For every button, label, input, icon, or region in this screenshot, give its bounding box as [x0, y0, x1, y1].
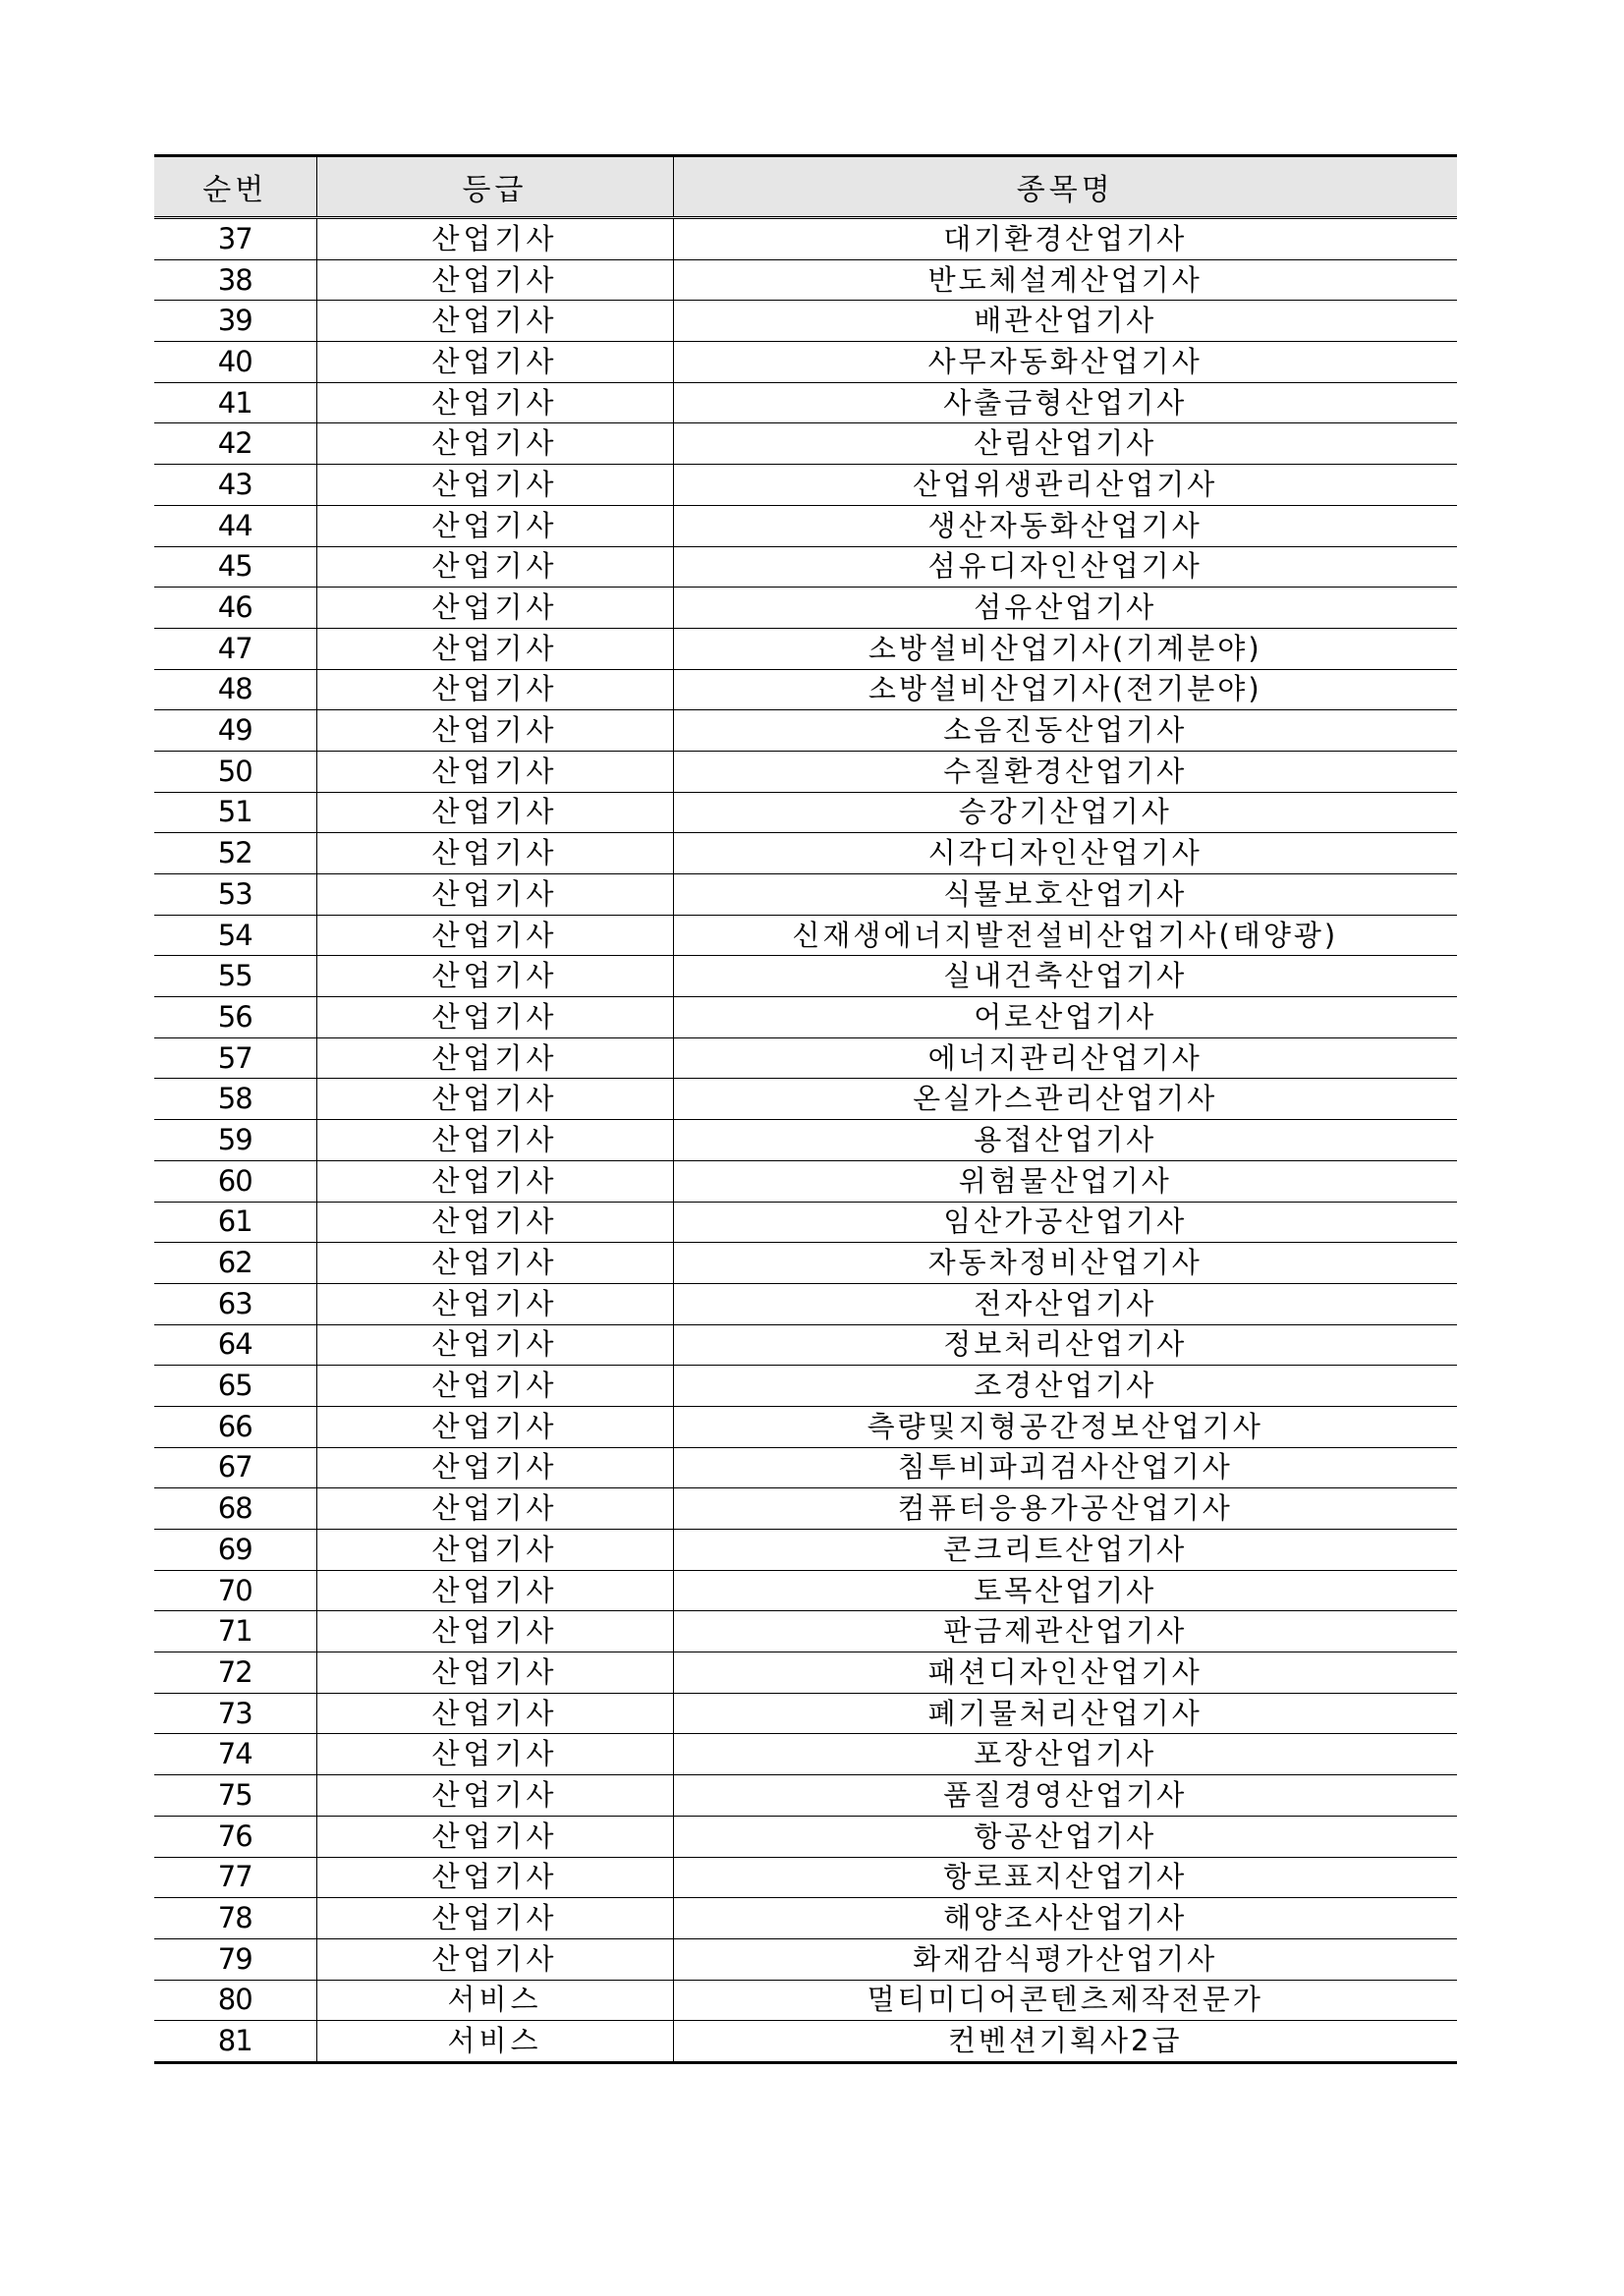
- row-item-name: 실내건축산업기사: [673, 956, 1457, 997]
- table-row: [154, 1366, 1457, 1407]
- table-row: [154, 1693, 1457, 1734]
- row-item-name: 해양조사산업기사: [673, 1898, 1457, 1939]
- row-item-name: 산업위생관리산업기사: [673, 465, 1457, 506]
- row-grade: 산업기사: [316, 1243, 673, 1284]
- row-grade: 산업기사: [316, 792, 673, 833]
- row-number: 59: [154, 1120, 316, 1161]
- row-grade: 산업기사: [316, 1775, 673, 1817]
- row-number: 75: [154, 1775, 316, 1817]
- row-number: 73: [154, 1693, 316, 1734]
- row-grade: 산업기사: [316, 218, 673, 260]
- row-number: 76: [154, 1816, 316, 1857]
- row-item-name: 소음진동산업기사: [673, 710, 1457, 752]
- table-row: [154, 382, 1457, 423]
- table-row: [154, 997, 1457, 1038]
- row-grade: 산업기사: [316, 1938, 673, 1980]
- row-number: 38: [154, 259, 316, 301]
- row-grade: 산업기사: [316, 1202, 673, 1243]
- table-row: [154, 751, 1457, 792]
- header-item-name: 종목명: [673, 156, 1457, 218]
- row-item-name: 토목산업기사: [673, 1570, 1457, 1611]
- row-item-name: 시각디자인산업기사: [673, 833, 1457, 874]
- table-row: [154, 588, 1457, 629]
- table-row: [154, 2021, 1457, 2063]
- row-grade: 산업기사: [316, 1570, 673, 1611]
- row-number: 74: [154, 1734, 316, 1775]
- row-number: 79: [154, 1938, 316, 1980]
- row-item-name: 컨벤션기획사2급: [673, 2021, 1457, 2063]
- table-row: [154, 218, 1457, 260]
- row-number: 63: [154, 1283, 316, 1324]
- row-number: 60: [154, 1160, 316, 1202]
- table-row: [154, 342, 1457, 383]
- row-item-name: 품질경영산업기사: [673, 1775, 1457, 1817]
- header-number: 순번: [154, 156, 316, 218]
- row-grade: 산업기사: [316, 588, 673, 629]
- table-row: [154, 1160, 1457, 1202]
- row-item-name: 신재생에너지발전설비산업기사(태양광): [673, 915, 1457, 956]
- row-item-name: 산림산업기사: [673, 423, 1457, 465]
- row-grade: 산업기사: [316, 1857, 673, 1898]
- row-number: 56: [154, 997, 316, 1038]
- table-row: [154, 792, 1457, 833]
- row-number: 71: [154, 1611, 316, 1652]
- row-grade: 산업기사: [316, 423, 673, 465]
- row-item-name: 승강기산업기사: [673, 792, 1457, 833]
- row-number: 68: [154, 1488, 316, 1530]
- row-item-name: 판금제관산업기사: [673, 1611, 1457, 1652]
- row-number: 41: [154, 382, 316, 423]
- table-row: [154, 505, 1457, 546]
- row-item-name: 컴퓨터응용가공산업기사: [673, 1488, 1457, 1530]
- row-number: 51: [154, 792, 316, 833]
- row-item-name: 반도체설계산업기사: [673, 259, 1457, 301]
- row-grade: 서비스: [316, 1980, 673, 2021]
- table-row: [154, 1202, 1457, 1243]
- row-number: 66: [154, 1406, 316, 1447]
- row-item-name: 자동차정비산업기사: [673, 1243, 1457, 1284]
- row-item-name: 사출금형산업기사: [673, 382, 1457, 423]
- row-item-name: 포장산업기사: [673, 1734, 1457, 1775]
- row-item-name: 섬유산업기사: [673, 588, 1457, 629]
- row-item-name: 소방설비산업기사(기계분야): [673, 628, 1457, 669]
- table-row: [154, 710, 1457, 752]
- table-row: [154, 1079, 1457, 1120]
- table-row: [154, 1857, 1457, 1898]
- table-row: [154, 1734, 1457, 1775]
- row-grade: 산업기사: [316, 833, 673, 874]
- table-row: [154, 669, 1457, 710]
- row-number: 47: [154, 628, 316, 669]
- row-number: 77: [154, 1857, 316, 1898]
- row-grade: 산업기사: [316, 1079, 673, 1120]
- table-row: [154, 1406, 1457, 1447]
- row-item-name: 항로표지산업기사: [673, 1857, 1457, 1898]
- row-grade: 산업기사: [316, 505, 673, 546]
- table-row: [154, 1530, 1457, 1571]
- row-item-name: 측량및지형공간정보산업기사: [673, 1406, 1457, 1447]
- table-row: [154, 1570, 1457, 1611]
- row-grade: 산업기사: [316, 465, 673, 506]
- table-row: [154, 1447, 1457, 1488]
- row-item-name: 사무자동화산업기사: [673, 342, 1457, 383]
- row-number: 65: [154, 1366, 316, 1407]
- row-item-name: 임산가공산업기사: [673, 1202, 1457, 1243]
- row-number: 42: [154, 423, 316, 465]
- table-row: [154, 1120, 1457, 1161]
- table-row: [154, 1980, 1457, 2021]
- row-item-name: 용접산업기사: [673, 1120, 1457, 1161]
- table-row: [154, 546, 1457, 588]
- row-number: 55: [154, 956, 316, 997]
- row-grade: 산업기사: [316, 915, 673, 956]
- row-number: 46: [154, 588, 316, 629]
- certification-table: [154, 154, 1457, 2064]
- row-grade: 산업기사: [316, 301, 673, 342]
- row-item-name: 대기환경산업기사: [673, 218, 1457, 260]
- row-item-name: 생산자동화산업기사: [673, 505, 1457, 546]
- row-number: 50: [154, 751, 316, 792]
- row-number: 67: [154, 1447, 316, 1488]
- row-grade: 산업기사: [316, 259, 673, 301]
- row-grade: 산업기사: [316, 1406, 673, 1447]
- table-row: [154, 465, 1457, 506]
- row-number: 45: [154, 546, 316, 588]
- row-grade: 산업기사: [316, 1530, 673, 1571]
- row-number: 80: [154, 1980, 316, 2021]
- table-body: [154, 218, 1457, 2063]
- row-grade: 산업기사: [316, 1816, 673, 1857]
- row-grade: 산업기사: [316, 669, 673, 710]
- row-grade: 산업기사: [316, 1037, 673, 1079]
- row-number: 43: [154, 465, 316, 506]
- row-grade: 산업기사: [316, 997, 673, 1038]
- row-number: 52: [154, 833, 316, 874]
- row-item-name: 콘크리트산업기사: [673, 1530, 1457, 1571]
- row-item-name: 멀티미디어콘텐츠제작전문가: [673, 1980, 1457, 2021]
- row-grade: 산업기사: [316, 956, 673, 997]
- row-number: 58: [154, 1079, 316, 1120]
- header-row: [154, 156, 1457, 218]
- row-number: 62: [154, 1243, 316, 1284]
- row-item-name: 화재감식평가산업기사: [673, 1938, 1457, 1980]
- table-row: [154, 1816, 1457, 1857]
- table-row: [154, 956, 1457, 997]
- row-grade: 산업기사: [316, 628, 673, 669]
- header-grade: 등급: [316, 156, 673, 218]
- row-grade: 산업기사: [316, 1447, 673, 1488]
- table-row: [154, 423, 1457, 465]
- table-row: [154, 874, 1457, 916]
- row-item-name: 정보처리산업기사: [673, 1324, 1457, 1366]
- row-grade: 산업기사: [316, 1366, 673, 1407]
- row-item-name: 전자산업기사: [673, 1283, 1457, 1324]
- table-row: [154, 1243, 1457, 1284]
- row-grade: 산업기사: [316, 1160, 673, 1202]
- row-grade: 산업기사: [316, 382, 673, 423]
- table-row: [154, 1611, 1457, 1652]
- row-item-name: 위험물산업기사: [673, 1160, 1457, 1202]
- row-item-name: 어로산업기사: [673, 997, 1457, 1038]
- row-grade: 산업기사: [316, 751, 673, 792]
- row-number: 40: [154, 342, 316, 383]
- table-row: [154, 1283, 1457, 1324]
- table-row: [154, 1898, 1457, 1939]
- row-item-name: 섬유디자인산업기사: [673, 546, 1457, 588]
- row-grade: 서비스: [316, 2021, 673, 2063]
- row-number: 49: [154, 710, 316, 752]
- row-grade: 산업기사: [316, 1652, 673, 1694]
- row-grade: 산업기사: [316, 546, 673, 588]
- table-row: [154, 1652, 1457, 1694]
- row-item-name: 식물보호산업기사: [673, 874, 1457, 916]
- table-row: [154, 1938, 1457, 1980]
- row-number: 39: [154, 301, 316, 342]
- row-item-name: 소방설비산업기사(전기분야): [673, 669, 1457, 710]
- row-item-name: 침투비파괴검사산업기사: [673, 1447, 1457, 1488]
- row-number: 57: [154, 1037, 316, 1079]
- row-grade: 산업기사: [316, 1898, 673, 1939]
- row-grade: 산업기사: [316, 1120, 673, 1161]
- row-number: 72: [154, 1652, 316, 1694]
- table-row: [154, 1775, 1457, 1817]
- row-grade: 산업기사: [316, 1283, 673, 1324]
- table-row: [154, 1324, 1457, 1366]
- row-number: 53: [154, 874, 316, 916]
- row-item-name: 배관산업기사: [673, 301, 1457, 342]
- row-grade: 산업기사: [316, 1488, 673, 1530]
- row-item-name: 수질환경산업기사: [673, 751, 1457, 792]
- row-number: 44: [154, 505, 316, 546]
- table-header: [154, 156, 1457, 218]
- row-number: 54: [154, 915, 316, 956]
- row-grade: 산업기사: [316, 342, 673, 383]
- row-grade: 산업기사: [316, 1324, 673, 1366]
- table-row: [154, 259, 1457, 301]
- row-number: 78: [154, 1898, 316, 1939]
- table-row: [154, 628, 1457, 669]
- row-number: 37: [217, 221, 252, 255]
- row-item-name: 항공산업기사: [673, 1816, 1457, 1857]
- table-row: [154, 1037, 1457, 1079]
- row-number: 61: [154, 1202, 316, 1243]
- row-number: 81: [154, 2021, 316, 2063]
- row-item-name: 조경산업기사: [673, 1366, 1457, 1407]
- row-grade: 산업기사: [316, 710, 673, 752]
- row-number: 69: [154, 1530, 316, 1571]
- row-item-name: 패션디자인산업기사: [673, 1652, 1457, 1694]
- row-number: 48: [154, 669, 316, 710]
- row-item-name: 온실가스관리산업기사: [673, 1079, 1457, 1120]
- row-grade: 산업기사: [316, 874, 673, 916]
- row-number: 64: [154, 1324, 316, 1366]
- row-grade: 산업기사: [316, 1611, 673, 1652]
- row-item-name: 폐기물처리산업기사: [673, 1693, 1457, 1734]
- table-row: [154, 1488, 1457, 1530]
- table-row: [154, 915, 1457, 956]
- table-row: [154, 301, 1457, 342]
- row-grade: 산업기사: [316, 1693, 673, 1734]
- row-number: 70: [154, 1570, 316, 1611]
- row-grade: 산업기사: [316, 1734, 673, 1775]
- row-item-name: 에너지관리산업기사: [673, 1037, 1457, 1079]
- table-row: [154, 833, 1457, 874]
